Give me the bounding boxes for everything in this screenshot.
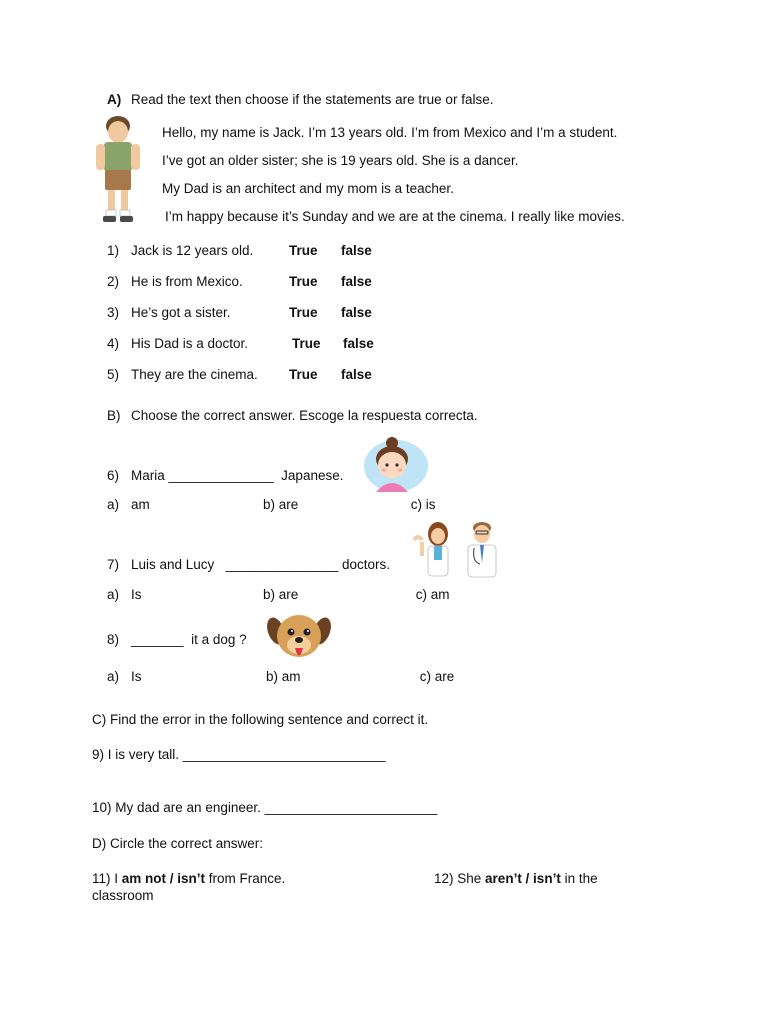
question-12-suffix: in the bbox=[560, 871, 598, 886]
section-d-instruction: D) Circle the correct answer: bbox=[92, 836, 264, 851]
question-predicate: Japanese. bbox=[281, 468, 344, 483]
question-11-suffix: from France. bbox=[205, 871, 286, 886]
option-letter: c) bbox=[415, 587, 428, 602]
question-12 bbox=[434, 871, 598, 886]
true-option[interactable]: True bbox=[289, 367, 318, 382]
option-c[interactable]: am bbox=[430, 587, 450, 602]
statement-number: 2) bbox=[107, 274, 120, 289]
section-a-letter: A) bbox=[107, 92, 122, 107]
answer-blank[interactable]: _______ bbox=[131, 632, 184, 647]
option-letter: c) bbox=[410, 497, 423, 512]
statement-number: 5) bbox=[107, 367, 120, 382]
doctors-illustration bbox=[410, 518, 506, 580]
question-8 bbox=[107, 632, 247, 647]
statement-text: He is from Mexico. bbox=[131, 274, 243, 289]
statement-row bbox=[107, 367, 372, 382]
statement-row bbox=[107, 274, 372, 289]
question-6 bbox=[107, 468, 343, 483]
option-letter: a) bbox=[107, 669, 120, 684]
question-predicate: doctors. bbox=[341, 557, 390, 572]
question-subject: Maria bbox=[131, 468, 165, 483]
statement-text: They are the cinema. bbox=[131, 367, 258, 382]
option-a[interactable]: am bbox=[131, 497, 150, 512]
false-option[interactable]: false bbox=[341, 305, 372, 320]
true-option[interactable]: True bbox=[292, 336, 321, 351]
statement-row bbox=[107, 336, 374, 351]
true-option[interactable]: True bbox=[289, 243, 318, 258]
dog-illustration bbox=[266, 611, 332, 665]
option-letter: b) bbox=[263, 497, 276, 512]
question-predicate: it a dog ? bbox=[191, 632, 247, 647]
option-b[interactable]: are bbox=[278, 497, 299, 512]
option-c[interactable]: is bbox=[425, 497, 436, 512]
option-letter: c) bbox=[419, 669, 432, 684]
section-b-letter: B) bbox=[107, 408, 121, 423]
reading-line-2: I’ve got an older sister; she is 19 years old. She is a dancer. bbox=[162, 153, 519, 168]
girl-illustration bbox=[362, 434, 430, 494]
question-number: 6) bbox=[107, 468, 120, 483]
statement-number: 1) bbox=[107, 243, 120, 258]
option-a[interactable]: Is bbox=[131, 587, 142, 602]
option-b[interactable]: am bbox=[281, 669, 301, 684]
statement-row bbox=[107, 305, 372, 320]
question-number: 7) bbox=[107, 557, 120, 572]
option-b[interactable]: are bbox=[278, 587, 299, 602]
option-a[interactable]: Is bbox=[131, 669, 142, 684]
false-option[interactable]: false bbox=[343, 336, 374, 351]
option-letter: b) bbox=[266, 669, 279, 684]
question-10[interactable]: 10) My dad are an engineer. _______________________ bbox=[92, 800, 438, 815]
options-row bbox=[107, 669, 454, 684]
question-12-choices[interactable]: aren’t / isn’t bbox=[485, 871, 561, 886]
answer-blank[interactable]: _______________ bbox=[225, 557, 339, 572]
question-subject: Luis and Lucy bbox=[131, 557, 215, 572]
boy-illustration bbox=[90, 112, 146, 226]
question-7 bbox=[107, 557, 390, 572]
section-c-instruction: C) Find the error in the following sentence and correct it. bbox=[92, 712, 429, 727]
section-a-instruction: Read the text then choose if the statements are true or false. bbox=[131, 92, 494, 107]
statement-text: His Dad is a doctor. bbox=[131, 336, 249, 351]
question-9[interactable]: 9) I is very tall. ___________________________ bbox=[92, 747, 386, 762]
reading-line-1: Hello, my name is Jack. I’m 13 years old. I’m from Mexico and I’m a student. bbox=[162, 125, 618, 140]
question-12-prefix: 12) She bbox=[434, 871, 486, 886]
question-11-continuation: classroom bbox=[92, 888, 154, 903]
option-c[interactable]: are bbox=[434, 669, 455, 684]
reading-line-4: I’m happy because it’s Sunday and we are at the cinema. I really like movies. bbox=[165, 209, 625, 224]
question-11 bbox=[92, 871, 285, 886]
options-row bbox=[107, 587, 450, 602]
true-option[interactable]: True bbox=[289, 305, 318, 320]
false-option[interactable]: false bbox=[341, 243, 372, 258]
statement-row bbox=[107, 243, 372, 258]
statement-text: He’s got a sister. bbox=[131, 305, 231, 320]
option-letter: a) bbox=[107, 497, 120, 512]
reading-line-3: My Dad is an architect and my mom is a teacher. bbox=[162, 181, 454, 196]
false-option[interactable]: false bbox=[341, 367, 372, 382]
option-letter: b) bbox=[263, 587, 276, 602]
question-11-prefix: 11) I bbox=[92, 871, 122, 886]
statement-number: 3) bbox=[107, 305, 120, 320]
statement-number: 4) bbox=[107, 336, 120, 351]
section-b-header bbox=[107, 408, 478, 423]
question-11-choices[interactable]: am not / isn’t bbox=[121, 871, 206, 886]
options-row bbox=[107, 497, 436, 512]
false-option[interactable]: false bbox=[341, 274, 372, 289]
question-number: 8) bbox=[107, 632, 120, 647]
true-option[interactable]: True bbox=[289, 274, 318, 289]
section-b-instruction: Choose the correct answer. Escoge la respuesta correcta. bbox=[131, 408, 478, 423]
answer-blank[interactable]: ______________ bbox=[168, 468, 274, 483]
statement-text: Jack is 12 years old. bbox=[131, 243, 254, 258]
option-letter: a) bbox=[107, 587, 120, 602]
